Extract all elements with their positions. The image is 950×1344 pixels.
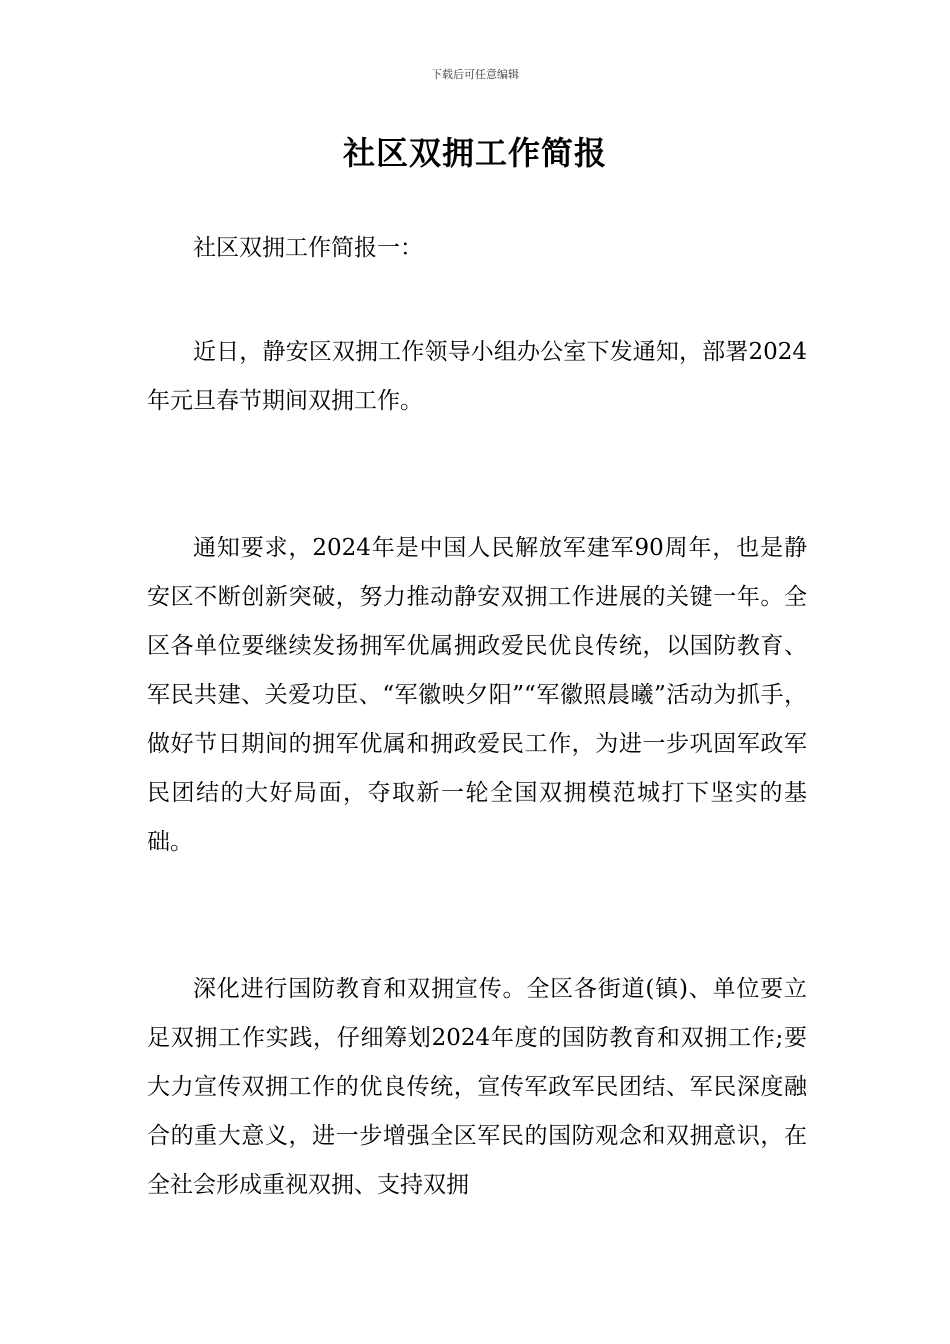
document-subtitle: 社区双拥工作简报一：	[193, 235, 423, 261]
page-header-note: 下载后可任意编辑	[431, 68, 519, 81]
document-title: 社区双拥工作简报	[342, 134, 607, 172]
document-body	[147, 224, 807, 1210]
paragraph-1: 近日，静安区双拥工作领导小组办公室下发通知，部署2024年元旦春节期间双拥工作。	[147, 339, 807, 414]
paragraph-2: 通知要求，2024年是中国人民解放军建军90周年，也是静安区不断创新突破，努力推动静安双拥工作进展的关键一年。全区各单位要继续发扬拥军优属拥政爱民优良传统，以国防教育、军民共建、关爱功臣、“军徽映夕阳”“军徽照晨曦”活动为抓手，做好节日期间的拥军优属和拥政爱民工作，为进一步巩固军政军民团结的大好局面，夺取新一轮全国双拥模范城打下坚实的基础。	[147, 535, 807, 855]
paragraph-3: 深化进行国防教育和双拥宣传。全区各街道(镇)、单位要立足双拥工作实践，仔细筹划2024年度的国防教育和双拥工作;要大力宣传双拥工作的优良传统，宣传军政军民团结、军民深度融合的重大意义，进一步增强全区军民的国防观念和双拥意识，在全社会形成重视双拥、支持双拥	[147, 976, 807, 1198]
